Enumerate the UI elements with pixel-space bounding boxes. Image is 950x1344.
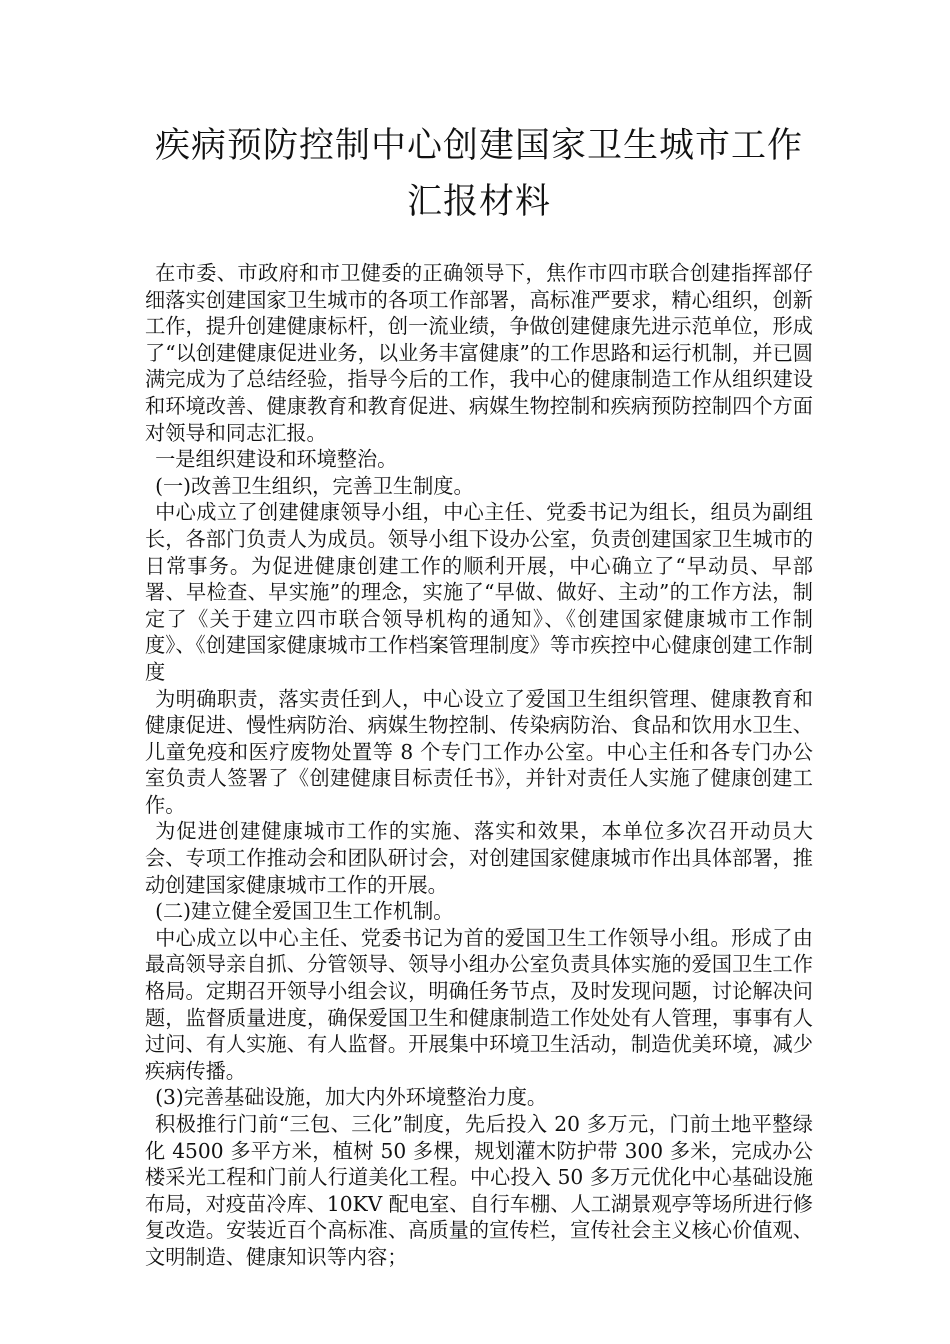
paragraph: 中心成立了创建健康领导小组，中心主任、党委书记为组长，组员为副组长，各部门负责人为成员。领导小组下设办公室，负责创建国家卫生城市的日常事务。为促进健康创建工作的顺利开展，中心确立了“早动员、早部署、早检查、早实施”的理念，实施了“早做、做好、主动”的工作方法，制定了《关于建立四市联合领导机构的通知》、《创建国家健康城市工作制度》、《创建国家健康城市工作档案管理制度》等市疾控中心健康创建工作制度 [145, 500, 813, 684]
paragraph-intro: 在市委、市政府和市卫健委的正确领导下，焦作市四市联合创建指挥部仔细落实创建国家卫生城市的各项工作部署，高标准严要求，精心组织，创新工作，提升创建健康标杆，创一流业绩，争做创建健康先进示范单位，形成了“以创建健康促进业务，以业务丰富健康”的工作思路和运行机制，并已圆满完成为了总结经验，指导今后的工作，我中心的健康制造工作从组织建设和环境改善、健康教育和教育促进、病媒生物控制和疾病预防控制四个方面对领导和同志汇报。 [145, 261, 813, 445]
subsection-heading-1: (一)改善卫生组织，完善卫生制度。 [155, 473, 474, 498]
subsection-heading-3: (3)完善基础设施，加大内外环境整治力度。 [155, 1085, 548, 1110]
document-title-line-1: 疾病预防控制中心创建国家卫生城市工作 [154, 126, 803, 166]
document-title-line-2: 汇报材料 [406, 182, 551, 222]
section-heading-1: 一是组织建设和环境整治。 [155, 447, 398, 472]
document-page [145, 118, 813, 1271]
paragraph: 积极推行门前“三包、三化”制度，先后投入 20 多万元，门前土地平整绿化 4500 多平方米，植树 50 多棵，规划灌木防护带 300 多米，完成办公楼采光工程和门前人行道美化工程。中心投入 50 多万元优化中心基础设施布局，对疫苗冷库、10KV 配电室、自行车棚、人工湖景观亭等场所进行修复改造。安装近百个高标准、高质量的宣传栏，宣传社会主义核心价值观、文明制造、健康知识等内容； [145, 1112, 813, 1269]
paragraph: 为明确职责，落实责任到人，中心设立了爱国卫生组织管理、健康教育和健康促进、慢性病防治、病媒生物控制、传染病防治、食品和饮用水卫生、儿童免疫和医疗废物处置等 8 个专门工作办公室。中心主任和各专门办公室负责人签署了《创建健康目标责任书》，并针对责任人实施了健康创建工作。 [145, 686, 813, 817]
paragraph: 为促进创建健康城市工作的实施、落实和效果，本单位多次召开动员大会、专项工作推动会和团队研讨会，对创建国家健康城市作出具体部署，推动创建国家健康城市工作的开展。 [145, 819, 813, 897]
subsection-heading-2: (二)建立健全爱国卫生工作机制。 [155, 899, 454, 924]
document-body [145, 260, 813, 1271]
document-title [145, 118, 813, 230]
paragraph: 中心成立以中心主任、党委书记为首的爱国卫生工作领导小组。形成了由最高领导亲自抓、分管领导、领导小组办公室负责具体实施的爱国卫生工作格局。定期召开领导小组会议，明确任务节点，及时发现问题，讨论解决问题，监督质量进度，确保爱国卫生和健康制造工作处处有人管理，事事有人过问、有人实施、有人监督。开展集中环境卫生活动，制造优美环境，减少疾病传播。 [145, 925, 813, 1083]
